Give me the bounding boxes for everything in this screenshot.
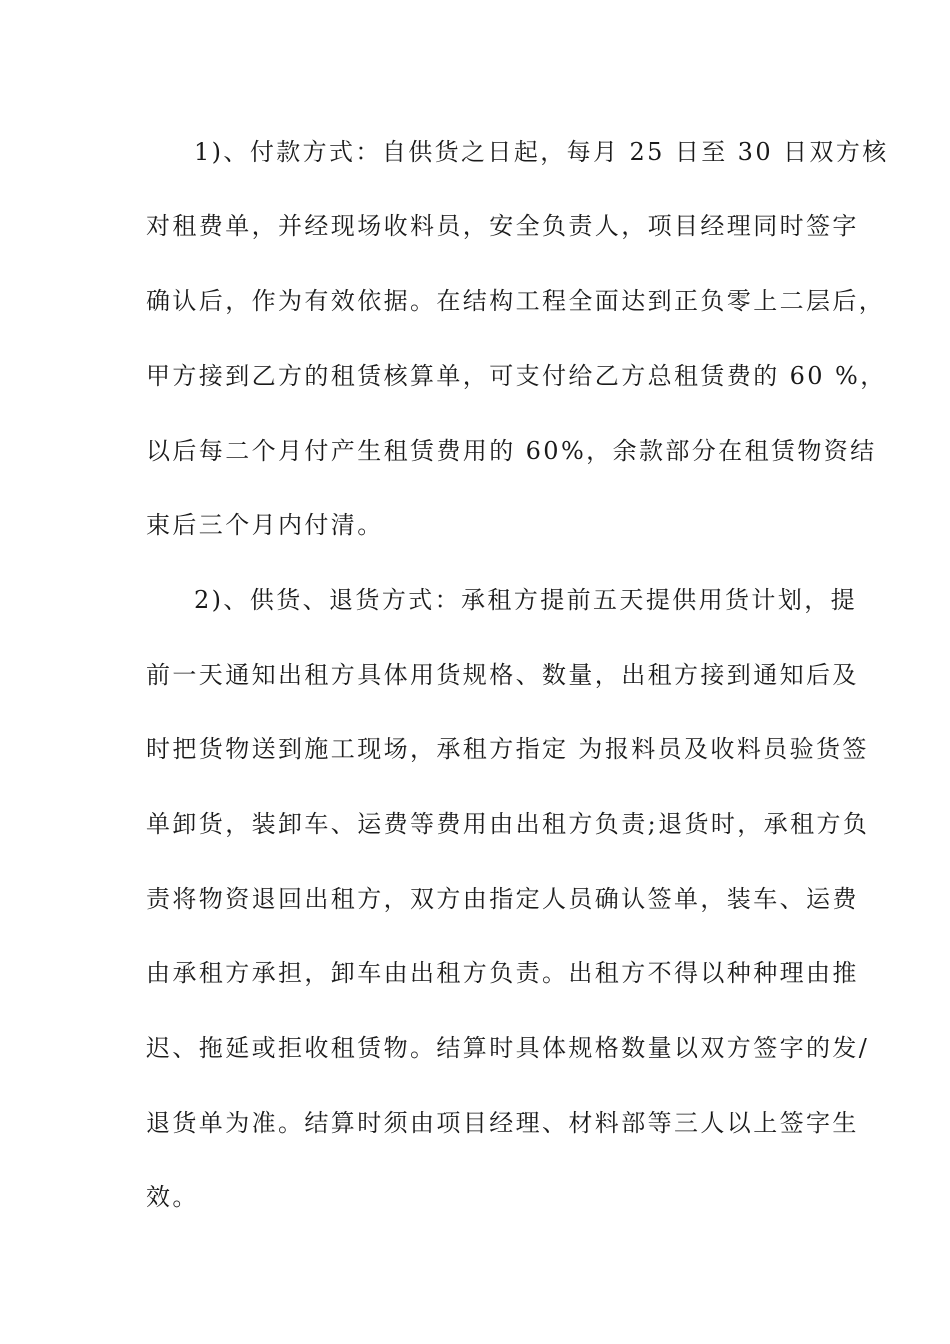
text-line: 由承租方承担，卸车由出租方负责。出租方不得以种种理由推 — [146, 959, 859, 987]
text-line: 时把货物送到施工现场，承租方指定 为报料员及收料员验货签 — [146, 735, 869, 763]
text-line: 单卸货，装卸车、运费等费用由出租方负责;退货时，承租方负 — [146, 810, 870, 838]
text-line: 甲方接到乙方的租赁核算单，可支付给乙方总租赁费的 60 %， — [146, 362, 887, 390]
text-line: 确认后，作为有效依据。在结构工程全面达到正负零上二层后， — [146, 287, 886, 315]
text-line: 退货单为准。结算时须由项目经理、材料部等三人以上签字生 — [146, 1109, 859, 1137]
text-line: 束后三个月内付清。 — [146, 511, 384, 539]
text-line: 效。 — [146, 1183, 199, 1211]
text-line: 迟、拖延或拒收租赁物。结算时具体规格数量以双方签字的发/ — [146, 1034, 870, 1062]
text-line: 2)、供货、退货方式：承租方提前五天提供用货计划，提 — [194, 586, 858, 614]
text-line: 前一天通知出租方具体用货规格、数量，出租方接到通知后及 — [146, 661, 859, 689]
text-line: 1)、付款方式：自供货之日起，每月 25 日至 30 日双方核 — [194, 138, 889, 166]
text-line: 以后每二个月付产生租赁费用的 60%，余款部分在租赁物资结 — [146, 437, 877, 465]
text-line: 责将物资退回出租方，双方由指定人员确认签单，装车、运费 — [146, 885, 859, 913]
text-line: 对租费单，并经现场收料员，安全负责人，项目经理同时签字 — [146, 212, 859, 240]
